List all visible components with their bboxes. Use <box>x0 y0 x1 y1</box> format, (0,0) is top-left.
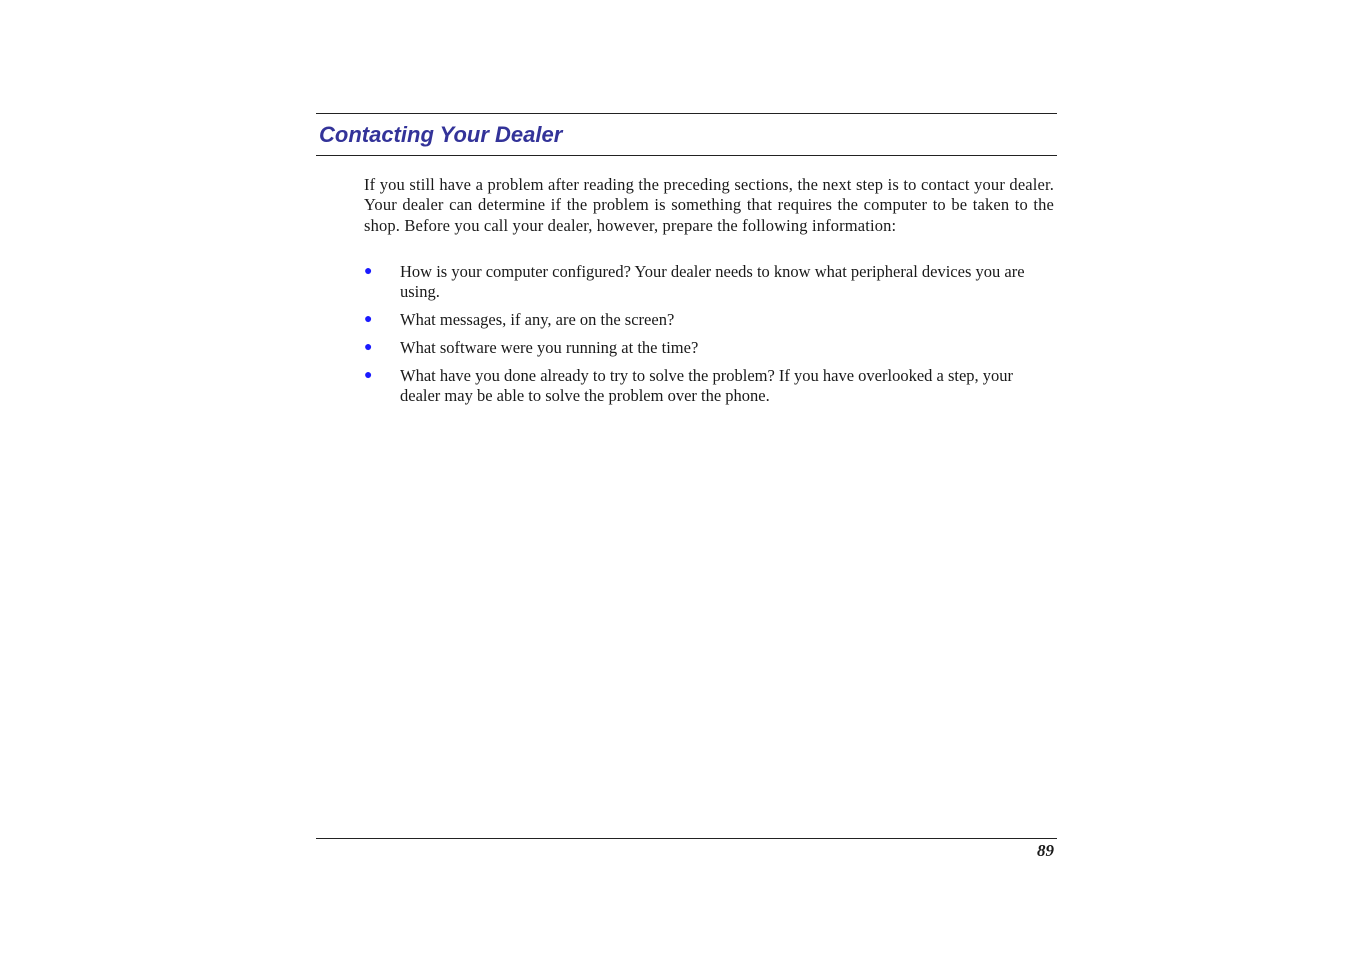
list-item-text: What messages, if any, are on the screen? <box>400 310 675 330</box>
intro-paragraph: If you still have a problem after reading the preceding sections, the next step is to contact your dealer. Your dealer can determine if the problem is something that requires the computer to be taken to the shop. Before you call your dealer, however, prepare the following information: <box>364 175 1054 235</box>
footer-rule <box>316 838 1057 839</box>
list-item <box>364 262 1054 303</box>
bullet-icon: ● <box>364 312 373 328</box>
list-item-text: What have you done already to try to solve the problem? If you have overlooked a step, your dealer may be able to solve the problem over the phone. <box>400 365 1014 405</box>
information-list <box>364 262 1054 414</box>
header-top-rule <box>316 113 1057 114</box>
bullet-icon: ● <box>364 339 373 355</box>
list-item <box>364 310 1054 330</box>
bullet-icon: ● <box>364 367 373 383</box>
list-item <box>364 338 1054 358</box>
list-item-text: How is your computer configured? Your dealer needs to know what peripheral devices you are using. <box>400 262 1025 302</box>
list-item <box>364 366 1054 407</box>
bullet-icon: ● <box>364 264 373 279</box>
section-title: Contacting Your Dealer <box>319 122 563 147</box>
page-number: 89 <box>1037 841 1054 860</box>
header-bottom-rule <box>316 155 1057 156</box>
list-item-text: What software were you running at the time? <box>400 337 699 357</box>
